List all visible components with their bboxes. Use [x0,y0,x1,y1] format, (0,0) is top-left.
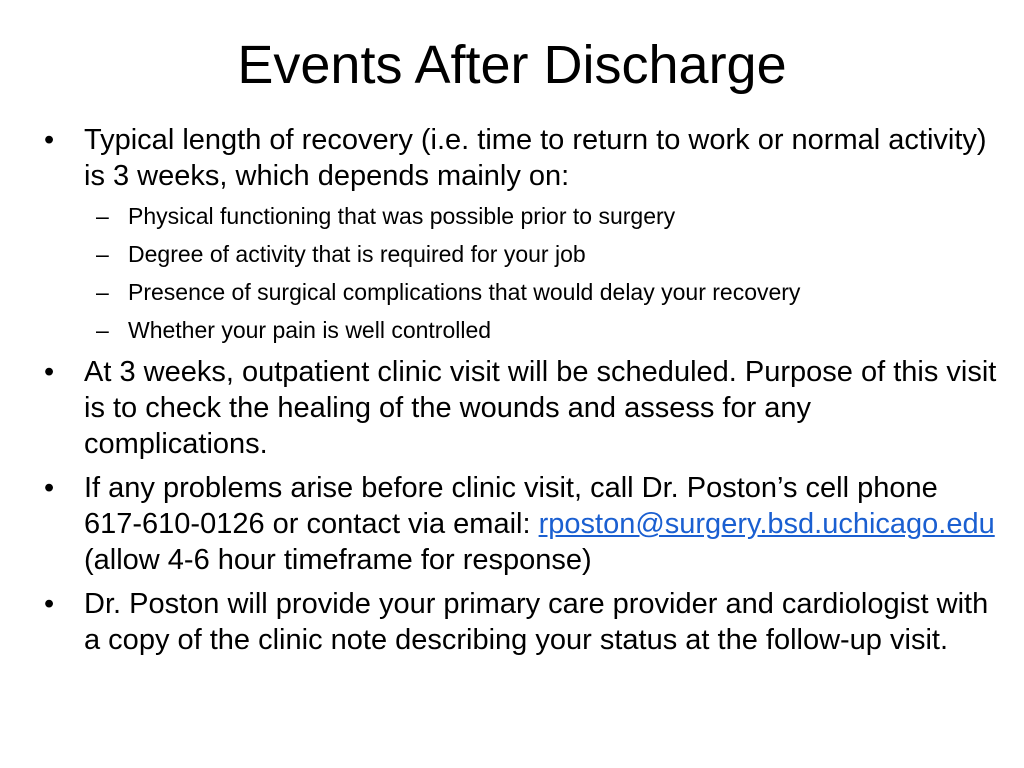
bullet-text-before-email: If any problems arise before clinic visit, call Dr. Poston’s cell phone 617-610-0126 or contact via email: [84,472,938,540]
sub-bullet-item [40,202,1000,230]
bullet-marker: • [44,472,55,504]
bullet-text: Dr. Poston will provide your primary care provider and cardiologist with a copy of the clinic note describing your status at the follow-up visit. [84,588,989,656]
sub-bullet-text: Degree of activity that is required for your job [128,241,586,267]
sub-bullet-item [40,240,1000,268]
email-link[interactable]: rposton@surgery.bsd.uchicago.edu [538,508,995,540]
sub-bullet-item [40,316,1000,344]
sub-bullet-text: Presence of surgical complications that would delay your recovery [128,279,801,305]
sub-bullet-list [40,202,1000,344]
sub-bullet-item [40,278,1000,306]
bullet-text: Typical length of recovery (i.e. time to return to work or normal activity) is 3 weeks, which depends mainly on: [84,124,987,192]
bullet-item [40,586,1000,658]
bullet-marker: • [44,356,55,388]
sub-bullet-marker: – [96,317,109,343]
bullet-item [40,354,1000,462]
bullet-text-after-email: (allow 4-6 hour timeframe for response) [84,544,592,576]
slide-title: Events After Discharge [237,35,787,95]
sub-bullet-text: Whether your pain is well controlled [128,317,492,343]
sub-bullet-marker: – [96,241,109,267]
bullet-text: At 3 weeks, outpatient clinic visit will be scheduled. Purpose of this visit is to check the healing of the wounds and assess for any complications. [84,356,997,460]
sub-bullet-marker: – [96,279,109,305]
bullet-marker: • [44,124,55,156]
bullet-marker: • [44,588,55,620]
bullet-item [40,470,1000,578]
slide-content [40,122,1000,666]
sub-bullet-text: Physical functioning that was possible prior to surgery [128,203,676,229]
sub-bullet-marker: – [96,203,109,229]
bullet-item [40,122,1000,194]
